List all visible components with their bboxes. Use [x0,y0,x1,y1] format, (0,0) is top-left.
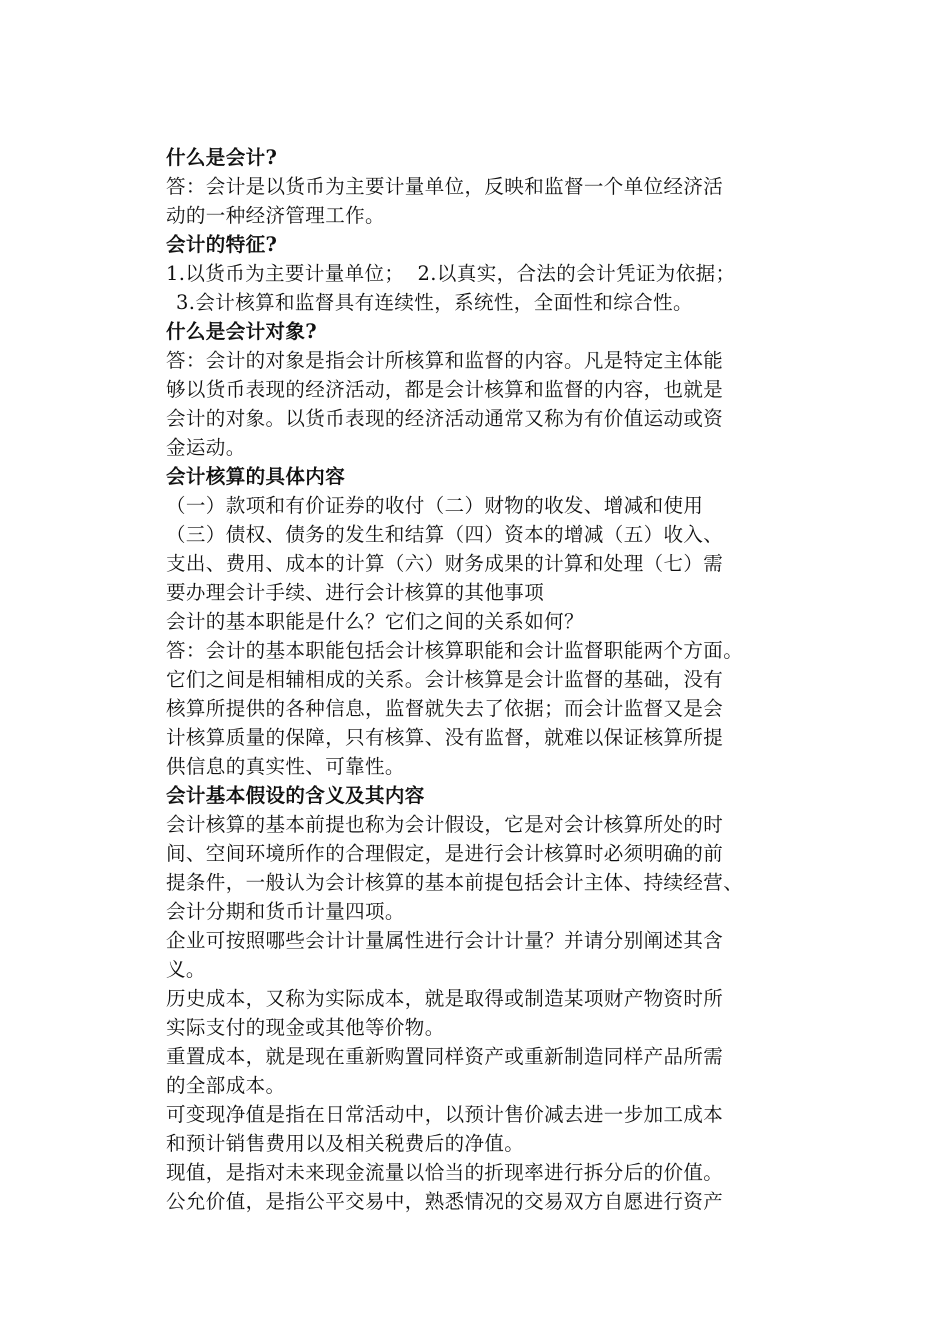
text-line: 核算所提供的各种信息，监督就失去了依据；而会计监督又是会 [166,697,724,720]
text-line: 1.以货币为主要计量单位； 2.以真实，合法的会计凭证为依据； [166,262,736,285]
heading-what-is-accounting: 什么是会计? [166,146,278,169]
text-line: 答：会计是以货币为主要计量单位，反映和监督一个单位经济活 [166,175,724,198]
text-line: 现值，是指对未来现金流量以恰当的折现率进行拆分后的价值。 [166,1161,724,1184]
question-basic-functions: 会计的基本职能是什么？它们之间的关系如何？ [166,610,584,633]
text-line: 要办理会计手续、进行会计核算的其他事项 [166,581,545,604]
text-line: （一）款项和有价证券的收付（二）财物的收发、增减和使用 [166,494,704,517]
text-line: 的全部成本。 [166,1074,286,1097]
text-line: 够以货币表现的经济活动，都是会计核算和监督的内容，也就是 [166,378,724,401]
text-line: 可变现净值是指在日常活动中，以预计售价减去进一步加工成本 [166,1103,724,1126]
text-line: 和预计销售费用以及相关税费后的净值。 [166,1132,525,1155]
text-line: 支出、费用、成本的计算（六）财务成果的计算和处理（七）需 [166,552,724,575]
text-line: 答：会计的基本职能包括会计核算职能和会计监督职能两个方面。 [166,639,744,662]
text-line: 动的一种经济管理工作。 [166,204,385,227]
text-line: 会计分期和货币计量四项。 [166,900,405,923]
text-line: 提条件，一般认为会计核算的基本前提包括会计主体、持续经营、 [166,871,744,894]
text-line: 供信息的真实性、可靠性。 [166,755,405,778]
question-measurement-attributes: 企业可按照哪些会计计量属性进行会计计量？并请分别阐述其含 [166,929,724,952]
heading-accounting-object: 什么是会计对象? [166,320,318,343]
text-line: 历史成本，又称为实际成本，就是取得或制造某项财产物资时所 [166,987,724,1010]
text-line: 公允价值，是指公平交易中，熟悉情况的交易双方自愿进行资产 [166,1190,724,1213]
text-line: 金运动。 [166,436,246,459]
text-line: 计核算质量的保障，只有核算、没有监督，就难以保证核算所提 [166,726,724,749]
text-line: 3.会计核算和监督具有连续性，系统性，全面性和综合性。 [176,291,693,314]
text-line: （三）债权、债务的发生和结算（四）资本的增减（五）收入、 [166,523,724,546]
text-line: 会计核算的基本前提也称为会计假设，它是对会计核算所处的时 [166,813,724,836]
heading-accounting-content: 会计核算的具体内容 [166,465,346,488]
text-line: 实际支付的现金或其他等价物。 [166,1016,445,1039]
heading-accounting-features: 会计的特征? [166,233,278,256]
text-line: 答：会计的对象是指会计所核算和监督的内容。凡是特定主体能 [166,349,724,372]
text-line: 它们之间是相辅相成的关系。会计核算是会计监督的基础，没有 [166,668,724,691]
heading-basic-assumptions: 会计基本假设的含义及其内容 [166,784,425,807]
text-line: 重置成本，就是现在重新购置同样资产或重新制造同样产品所需 [166,1045,724,1068]
text-line: 间、空间环境所作的合理假定，是进行会计核算时必须明确的前 [166,842,724,865]
text-line: 会计的对象。以货币表现的经济活动通常又称为有价值运动或资 [166,407,724,430]
text-line: 义。 [166,958,206,981]
